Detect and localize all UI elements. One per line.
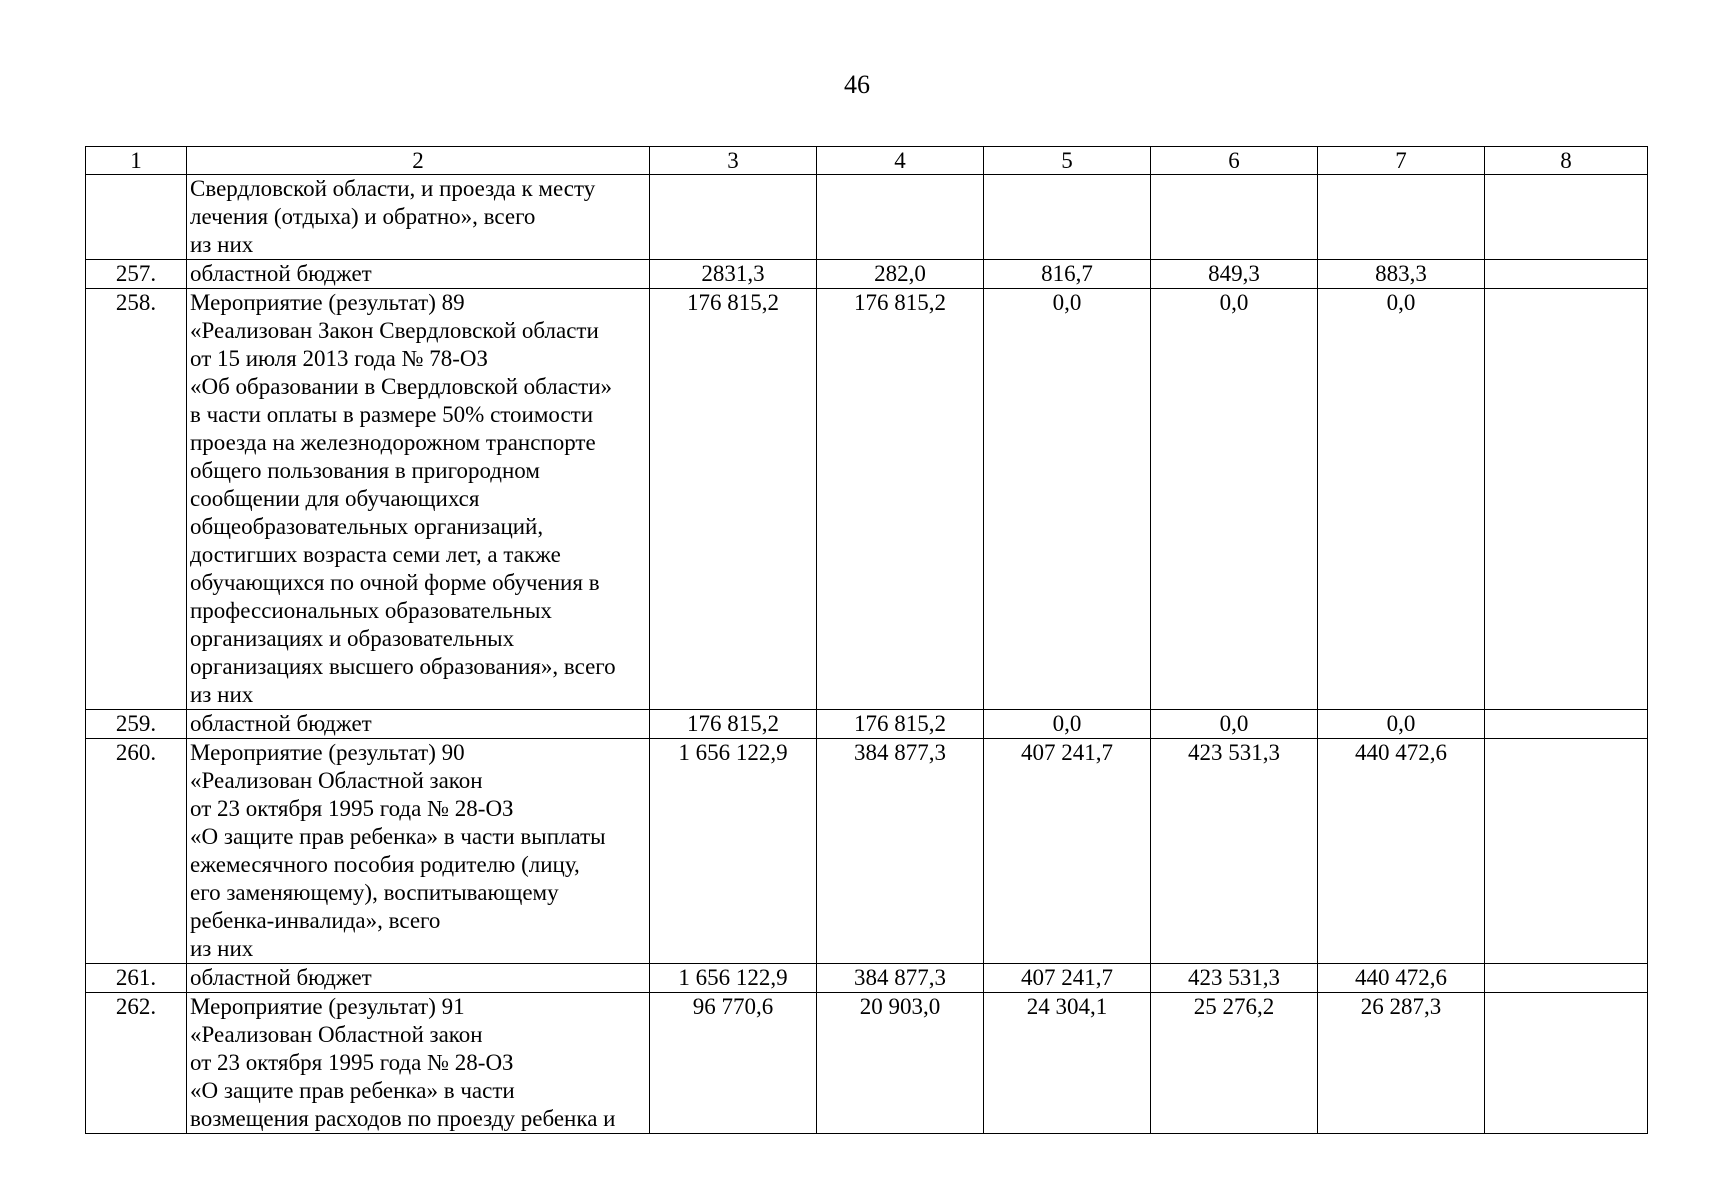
table-row — [86, 175, 1648, 260]
value-cell-col6: 25 276,2 — [1151, 993, 1318, 1134]
value-cell-col8 — [1485, 710, 1648, 739]
value-cell-col7: 883,3 — [1318, 260, 1485, 289]
description-line: из них — [190, 936, 254, 961]
table-row — [86, 260, 1648, 289]
header-row — [86, 147, 1648, 175]
description-line: общего пользования в пригородном — [190, 458, 540, 483]
column-header-8: 8 — [1485, 147, 1648, 175]
description-line: «О защите прав ребенка» в части — [190, 1078, 515, 1103]
description-line: ежемесячного пособия родителю (лицу, — [190, 852, 580, 877]
value-cell-col8 — [1485, 964, 1648, 993]
value-cell-col7: 26 287,3 — [1318, 993, 1485, 1134]
row-number — [86, 175, 187, 260]
description-line: Мероприятие (результат) 91 — [190, 994, 465, 1019]
value-cell-col4: 384 877,3 — [817, 964, 984, 993]
description-line: «О защите прав ребенка» в части выплаты — [190, 824, 606, 849]
description-line: областной бюджет — [190, 711, 372, 736]
row-number: 259. — [86, 710, 187, 739]
value-cell-col6: 0,0 — [1151, 289, 1318, 710]
value-cell-col6: 849,3 — [1151, 260, 1318, 289]
value-cell-col3: 96 770,6 — [650, 993, 817, 1134]
value-cell-col7 — [1318, 175, 1485, 260]
value-cell-col4 — [817, 175, 984, 260]
description-line: в части оплаты в размере 50% стоимости — [190, 402, 594, 427]
description-line: областной бюджет — [190, 261, 372, 286]
description-line: организациях высшего образования», всего — [190, 654, 616, 679]
value-cell-col7: 440 472,6 — [1318, 964, 1485, 993]
row-description — [187, 964, 650, 993]
value-cell-col5: 407 241,7 — [984, 964, 1151, 993]
description-line: Мероприятие (результат) 90 — [190, 740, 465, 765]
column-header-7: 7 — [1318, 147, 1485, 175]
table-row — [86, 964, 1648, 993]
value-cell-col8 — [1485, 175, 1648, 260]
description-line: от 23 октября 1995 года № 28-ОЗ — [190, 796, 514, 821]
value-cell-col5: 24 304,1 — [984, 993, 1151, 1134]
description-line: от 23 октября 1995 года № 28-ОЗ — [190, 1050, 514, 1075]
description-line: «Об образовании в Свердловской области» — [190, 374, 613, 399]
value-cell-col5: 0,0 — [984, 710, 1151, 739]
value-cell-col4: 282,0 — [817, 260, 984, 289]
description-line: достигших возраста семи лет, а также — [190, 542, 561, 567]
value-cell-col6: 423 531,3 — [1151, 739, 1318, 964]
value-cell-col3: 2831,3 — [650, 260, 817, 289]
description-line: ребенка-инвалида», всего — [190, 908, 441, 933]
row-number: 262. — [86, 993, 187, 1134]
value-cell-col3 — [650, 175, 817, 260]
value-cell-col6: 423 531,3 — [1151, 964, 1318, 993]
row-description — [187, 289, 650, 710]
description-line: из них — [190, 232, 254, 257]
row-number: 260. — [86, 739, 187, 964]
row-description — [187, 175, 650, 260]
description-line: его заменяющему), воспитывающему — [190, 880, 559, 905]
column-header-4: 4 — [817, 147, 984, 175]
value-cell-col7: 0,0 — [1318, 710, 1485, 739]
description-line: «Реализован Областной закон — [190, 1022, 483, 1047]
column-header-2: 2 — [187, 147, 650, 175]
row-description — [187, 739, 650, 964]
value-cell-col4: 176 815,2 — [817, 289, 984, 710]
table-body — [86, 175, 1648, 1134]
value-cell-col5: 0,0 — [984, 289, 1151, 710]
description-line: сообщении для обучающихся — [190, 486, 480, 511]
column-header-3: 3 — [650, 147, 817, 175]
value-cell-col5: 407 241,7 — [984, 739, 1151, 964]
value-cell-col8 — [1485, 993, 1648, 1134]
budget-table — [85, 146, 1648, 1134]
description-line: из них — [190, 682, 254, 707]
description-line: Мероприятие (результат) 89 — [190, 290, 465, 315]
table-row — [86, 710, 1648, 739]
description-line: «Реализован Закон Свердловской области — [190, 318, 599, 343]
table-row — [86, 993, 1648, 1134]
column-header-6: 6 — [1151, 147, 1318, 175]
row-number: 257. — [86, 260, 187, 289]
value-cell-col3: 1 656 122,9 — [650, 739, 817, 964]
description-line: Свердловской области, и проезда к месту — [190, 176, 596, 201]
value-cell-col8 — [1485, 289, 1648, 710]
page-number: 46 — [844, 70, 870, 99]
description-line: лечения (отдыха) и обратно», всего — [190, 204, 536, 229]
value-cell-col6: 0,0 — [1151, 710, 1318, 739]
description-line: профессиональных образовательных — [190, 598, 552, 623]
value-cell-col3: 176 815,2 — [650, 289, 817, 710]
row-number: 258. — [86, 289, 187, 710]
value-cell-col3: 176 815,2 — [650, 710, 817, 739]
value-cell-col7: 0,0 — [1318, 289, 1485, 710]
row-description — [187, 260, 650, 289]
value-cell-col4: 176 815,2 — [817, 710, 984, 739]
row-description — [187, 710, 650, 739]
value-cell-col4: 20 903,0 — [817, 993, 984, 1134]
value-cell-col8 — [1485, 260, 1648, 289]
value-cell-col7: 440 472,6 — [1318, 739, 1485, 964]
description-line: «Реализован Областной закон — [190, 768, 483, 793]
description-line: возмещения расходов по проезду ребенка и — [190, 1106, 616, 1131]
table-row — [86, 739, 1648, 964]
value-cell-col3: 1 656 122,9 — [650, 964, 817, 993]
row-number: 261. — [86, 964, 187, 993]
column-header-1: 1 — [86, 147, 187, 175]
value-cell-col5: 816,7 — [984, 260, 1151, 289]
row-description — [187, 993, 650, 1134]
value-cell-col5 — [984, 175, 1151, 260]
description-line: организациях и образовательных — [190, 626, 515, 651]
description-line: областной бюджет — [190, 965, 372, 990]
table-row — [86, 289, 1648, 710]
description-line: проезда на железнодорожном транспорте — [190, 430, 596, 455]
description-line: от 15 июля 2013 года № 78-ОЗ — [190, 346, 489, 371]
value-cell-col6 — [1151, 175, 1318, 260]
description-line: обучающихся по очной форме обучения в — [190, 570, 600, 595]
column-header-5: 5 — [984, 147, 1151, 175]
value-cell-col8 — [1485, 739, 1648, 964]
value-cell-col4: 384 877,3 — [817, 739, 984, 964]
description-line: общеобразовательных организаций, — [190, 514, 544, 539]
